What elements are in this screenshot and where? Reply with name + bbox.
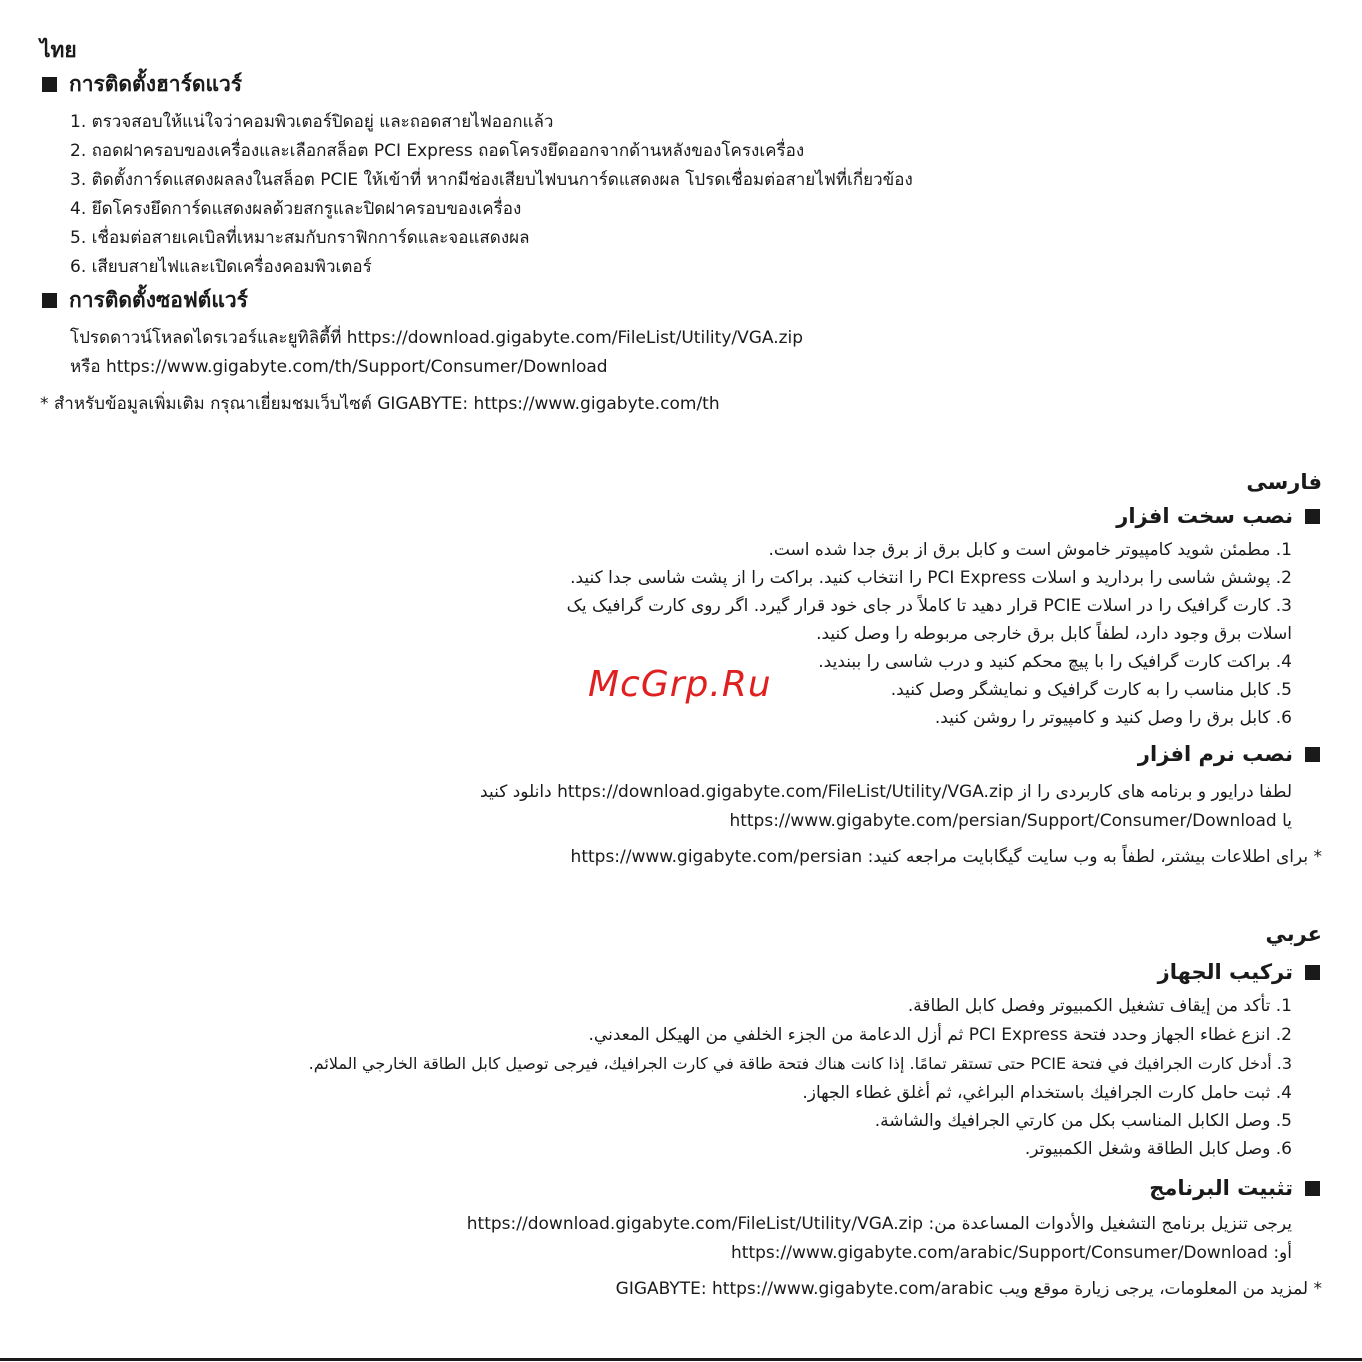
arabic-hardware-step-1: 1. تأكد من إيقاف تشغيل الكمبيوتر وفصل كابل الطاقة. [907, 996, 1292, 1016]
square-bullet-icon [1305, 747, 1320, 762]
thai-more-info-note: * สำหรับข้อมูลเพิ่มเติม กรุณาเยี่ยมชมเว็บไซต์ GIGABYTE: https://www.gigabyte.com/th [40, 394, 720, 414]
persian-hardware-step-4: 4. براکت کارت گرافیک را با پیچ محکم کنید و درب شاسی را ببندید. [818, 652, 1292, 672]
thai-hardware-step-6: 6. เสียบสายไฟและเปิดเครื่องคอมพิวเตอร์ [70, 257, 372, 277]
thai-hardware-step-1: 1. ตรวจสอบให้แน่ใจว่าคอมพิวเตอร์ปิดอยู่ และถอดสายไฟออกแล้ว [70, 112, 554, 132]
arabic-note-url: GIGABYTE: https://www.gigabyte.com/arabic [615, 1279, 994, 1299]
persian-language-heading: فارسی [1246, 470, 1322, 494]
persian-note-url: https://www.gigabyte.com/persian [570, 847, 863, 867]
arabic-software-section [1149, 1176, 1320, 1200]
square-bullet-icon [1305, 1181, 1320, 1196]
bottom-divider [0, 1358, 1362, 1361]
arabic-hardware-step-3: 3. أدخل كارت الجرافيك في فتحة PCIE حتى تستقر تمامًا. إذا كانت هناك فتحة طاقة في كارت الجرافيك، فيرجى توصيل كابل الطاقة الخارجي الملائم. [308, 1054, 1292, 1073]
persian-software-section [1138, 742, 1320, 766]
thai-software-section [42, 284, 248, 317]
thai-hardware-step-2: 2. ถอดฝาครอบของเครื่องและเลือกสล็อต PCI Express ถอดโครงยึดออกจากด้านหลังของโครงเครื่อง [70, 141, 805, 161]
persian-hardware-step-1: 1. مطمئن شوید کامپیوتر خاموش است و کابل برق از برق جدا شده است. [768, 540, 1292, 560]
arabic-hardware-step-5: 5. وصل الكابل المناسب بكل من كارتي الجرافيك والشاشة. [874, 1111, 1292, 1131]
persian-alt-url: https://www.gigabyte.com/persian/Support/Consumer/Download [729, 811, 1277, 831]
persian-download-end: دانلود کنید [480, 782, 552, 802]
arabic-alt-text: أو: [1273, 1243, 1292, 1263]
persian-hardware-title: نصب سخت افزار [1116, 504, 1293, 528]
persian-software-alt-line [729, 811, 1292, 831]
square-bullet-icon [1305, 965, 1320, 980]
persian-more-info-note [571, 847, 1322, 867]
arabic-software-title: تثبيت البرنامج [1149, 1176, 1293, 1200]
arabic-language-heading: عربي [1265, 922, 1322, 946]
arabic-download-text: يرجى تنزيل برنامج التشغيل والأدوات المساعدة من: [928, 1214, 1292, 1234]
arabic-hardware-title: تركيب الجهاز [1157, 960, 1293, 984]
arabic-hardware-section [1158, 960, 1320, 984]
thai-language-heading: ไทย [40, 38, 77, 62]
persian-hardware-step-3-cont: اسلات برق وجود دارد، لطفاً کابل برق خارجی مربوطه را وصل کنید. [816, 624, 1292, 644]
thai-software-download-line: โปรดดาวน์โหลดไดรเวอร์และยูทิลิตี้ที่ https://download.gigabyte.com/FileList/Utility/VGA.zip [70, 328, 804, 348]
persian-hardware-step-3: 3. کارت گرافیک را در اسلات PCIE قرار دهید تا کاملاً در جای خود قرار گیرد. اگر روی کارت گرافیک یک [566, 596, 1292, 616]
square-bullet-icon [1305, 509, 1320, 524]
square-bullet-icon [42, 77, 57, 92]
persian-hardware-step-5: 5. کابل مناسب را به کارت گرافیک و نمایشگر وصل کنید. [890, 680, 1292, 700]
thai-software-title: การติดตั้งซอฟต์แวร์ [69, 288, 248, 312]
arabic-alt-url: https://www.gigabyte.com/arabic/Support/Consumer/Download [731, 1243, 1268, 1263]
thai-hardware-step-4: 4. ยึดโครงยึดการ์ดแสดงผลด้วยสกรูและปิดฝาครอบของเครื่อง [70, 199, 522, 219]
persian-hardware-step-2: 2. پوشش شاسی را بردارید و اسلات PCI Express را انتخاب کنید. براکت را از پشت شاسی جدا کنید. [570, 568, 1292, 588]
arabic-more-info-note [616, 1279, 1322, 1299]
watermark-logo: McGrp.Ru [588, 664, 772, 705]
persian-software-download-line [480, 782, 1292, 802]
persian-hardware-section [1116, 504, 1320, 528]
arabic-hardware-step-4: 4. ثبت حامل كارت الجرافيك باستخدام البراغي، ثم أغلق غطاء الجهاز. [802, 1083, 1292, 1103]
arabic-software-alt-line [731, 1243, 1292, 1263]
persian-download-text: لطفا درایور و برنامه های کاربردی را از [1018, 782, 1292, 802]
arabic-download-url: https://download.gigabyte.com/FileList/Utility/VGA.zip [466, 1214, 924, 1234]
thai-hardware-section [42, 68, 242, 101]
persian-hardware-step-6: 6. کابل برق را وصل کنید و کامپیوتر را روشن کنید. [934, 708, 1292, 728]
arabic-software-download-line [467, 1214, 1292, 1234]
persian-software-title: نصب نرم افزار [1137, 742, 1293, 766]
arabic-hardware-step-2: 2. انزع غطاء الجهاز وحدد فتحة PCI Express ثم أزل الدعامة من الجزء الخلفي من الهيكل المعدني. [588, 1025, 1292, 1045]
square-bullet-icon [42, 293, 57, 308]
persian-note-text: * برای اطلاعات بیشتر، لطفاً به وب سایت گیگابایت مراجعه کنید: [867, 847, 1322, 867]
arabic-hardware-step-6: 6. وصل كابل الطاقة وشغل الكمبيوتر. [1024, 1139, 1292, 1159]
arabic-note-text: * لمزيد من المعلومات، يرجى زيارة موقع ويب [998, 1279, 1322, 1299]
thai-hardware-step-5: 5. เชื่อมต่อสายเคเบิลที่เหมาะสมกับกราฟิกการ์ดและจอแสดงผล [70, 228, 530, 248]
persian-download-url: https://download.gigabyte.com/FileList/Utility/VGA.zip [557, 782, 1014, 802]
persian-alt-text: یا [1282, 811, 1292, 831]
thai-hardware-title: การติดตั้งฮาร์ดแวร์ [69, 72, 243, 96]
thai-software-alt-line: หรือ https://www.gigabyte.com/th/Support/Consumer/Download [70, 357, 608, 377]
thai-hardware-step-3: 3. ติดตั้งการ์ดแสดงผลลงในสล็อต PCIE ให้เข้าที่ หากมีช่องเสียบไฟบนการ์ดแสดงผล โปรดเชื่อมต่อสายไฟที่เกี่ยวข้อง [70, 170, 913, 190]
